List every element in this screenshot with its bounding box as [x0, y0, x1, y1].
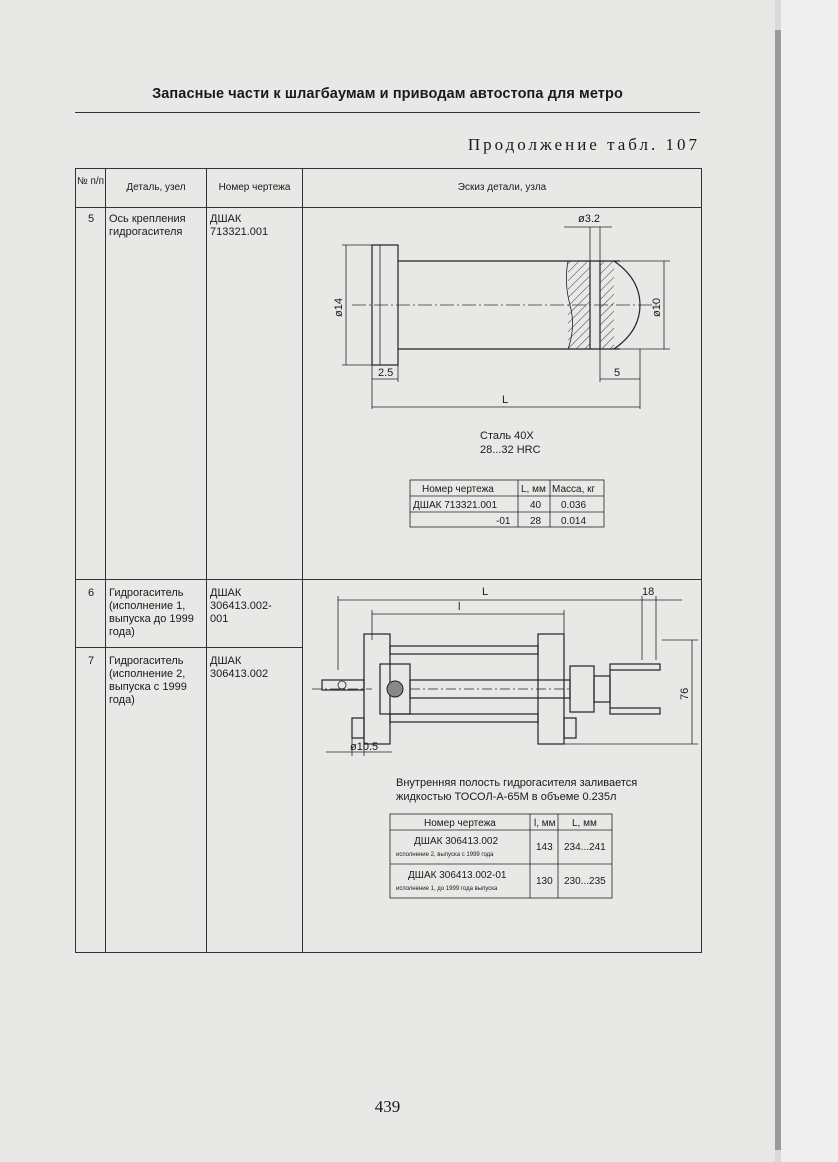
damper-fitting: [570, 666, 594, 712]
dim-w5: 5: [614, 367, 621, 379]
row-num: 5: [88, 213, 95, 225]
col-header-num: № п/п: [76, 176, 105, 187]
svg-text:0.014: 0.014: [561, 516, 587, 527]
dim-w25: 2.5: [378, 367, 394, 379]
row-part: Гидрогаситель (исполнение 1, выпуска до 1999 года): [109, 587, 194, 638]
svg-text:Масса, кг: Масса, кг: [552, 484, 596, 495]
col-header-drawing: Номер чертежа: [218, 182, 291, 193]
dim-d14: ø14: [333, 298, 345, 317]
col-divider: [105, 169, 106, 952]
page-margin: [781, 0, 838, 1162]
dim-d105: ø10.5: [350, 741, 379, 753]
dim-18: 18: [642, 586, 655, 598]
material-label: Сталь 40Х: [480, 430, 534, 442]
axle-sketch: [302, 207, 700, 547]
svg-text:-01: -01: [496, 516, 511, 527]
dim-d32: ø3.2: [578, 213, 601, 225]
row-num: 7: [88, 655, 95, 667]
row-drawing: ДШАК 713321.001: [210, 213, 269, 238]
row-num: 6: [88, 587, 95, 599]
svg-text:130: 130: [536, 876, 553, 887]
row-part: Ось крепления гидрогасителя: [109, 213, 186, 238]
svg-text:L, мм: L, мм: [521, 484, 546, 495]
row-drawing: ДШАК 306413.002: [210, 655, 269, 680]
page-title: Запасные части к шлагбаумам и приводам автостопа для метро: [152, 86, 623, 102]
svg-text:Номер чертежа: Номер чертежа: [422, 484, 494, 495]
svg-text:ДШАК 306413.002: ДШАК 306413.002: [414, 836, 499, 847]
svg-text:ДШАК 713321.001: ДШАК 713321.001: [413, 500, 498, 511]
hardness-label: 28...32 HRC: [480, 444, 541, 456]
row-part: Гидрогаситель (исполнение 2, выпуска с 1999 года): [109, 655, 187, 706]
dim-L: L: [502, 394, 509, 406]
damper-subtable: [390, 814, 612, 898]
note-line1: Внутренняя полость гидрогасителя заливается: [396, 777, 638, 789]
damper-fork: [610, 664, 660, 670]
svg-text:исполнение 2, выпуска с 1999 г: исполнение 2, выпуска с 1999 года: [396, 852, 494, 858]
dim-L2: L: [482, 586, 489, 598]
svg-text:0.036: 0.036: [561, 500, 587, 511]
dim-76: 76: [679, 687, 691, 700]
dim-d10: ø10: [651, 298, 663, 317]
svg-text:l, мм: l, мм: [534, 818, 556, 829]
note-line2: жидкостью ТОСОЛ-А-65М в объеме 0.235л: [396, 791, 617, 803]
svg-text:234...241: 234...241: [564, 842, 606, 853]
col-header-part: Деталь, узел: [126, 182, 186, 193]
col-header-sketch: Эскиз детали, узла: [457, 182, 547, 193]
svg-text:Номер чертежа: Номер чертежа: [424, 818, 496, 829]
page-number: 439: [374, 1097, 401, 1116]
table-continuation: Продолжение табл. 107: [467, 135, 700, 154]
row-divider: [76, 647, 302, 648]
svg-text:143: 143: [536, 842, 553, 853]
header-rule: [75, 112, 700, 113]
damper-sketch: [302, 580, 700, 910]
row-drawing: ДШАК 306413.002-001: [210, 587, 272, 625]
dim-l: l: [458, 601, 461, 613]
svg-text:28: 28: [530, 516, 542, 527]
svg-text:230...235: 230...235: [564, 876, 606, 887]
svg-text:40: 40: [530, 500, 542, 511]
axle-subtable: [410, 480, 604, 527]
svg-text:ДШАК 306413.002-01: ДШАК 306413.002-01: [408, 870, 507, 881]
svg-text:L, мм: L, мм: [572, 818, 597, 829]
svg-text:исполнение 1, до 1999 года вып: исполнение 1, до 1999 года выпуска: [396, 886, 498, 892]
col-divider: [206, 169, 207, 952]
damper-cylinder-wall: [390, 646, 538, 654]
